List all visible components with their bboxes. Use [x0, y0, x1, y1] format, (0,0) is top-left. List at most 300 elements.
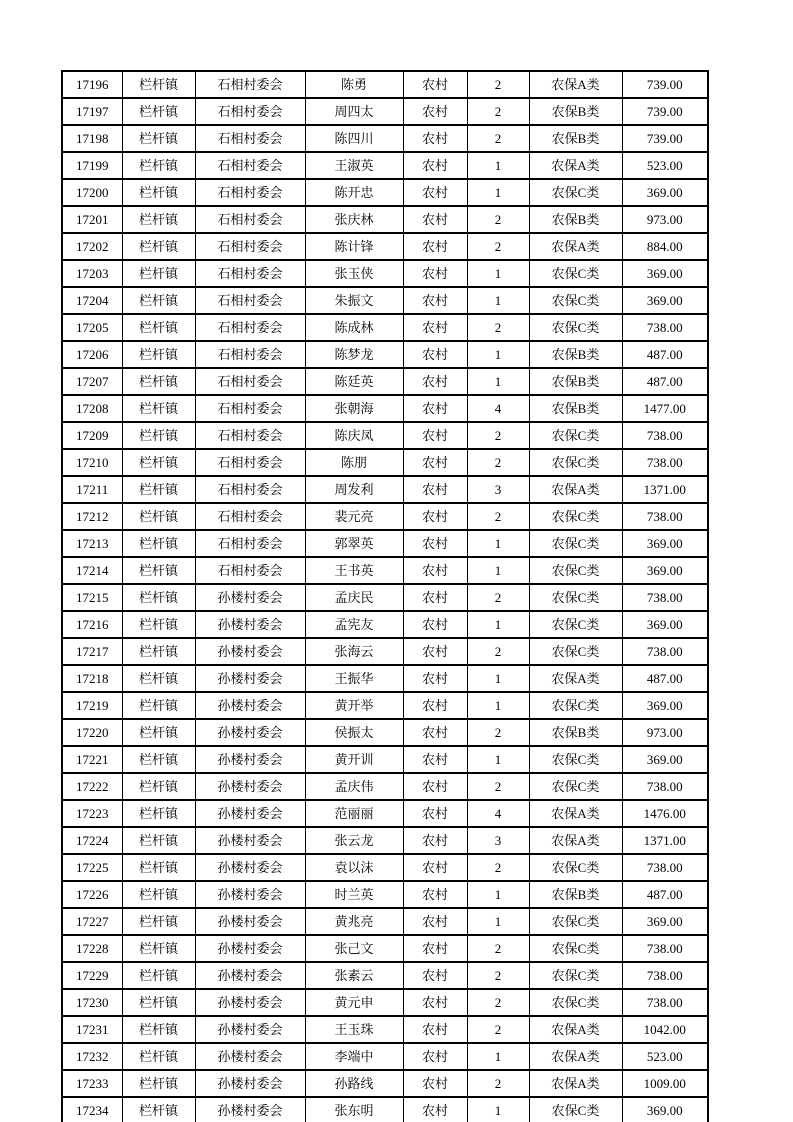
table-row — [62, 584, 708, 611]
cell-village: 石相村委会 — [195, 233, 305, 260]
cell-category: 农保C类 — [529, 260, 622, 287]
cell-serial: 17223 — [62, 800, 122, 827]
table-row — [62, 881, 708, 908]
table-row — [62, 989, 708, 1016]
cell-category: 农保B类 — [529, 98, 622, 125]
cell-serial: 17214 — [62, 557, 122, 584]
cell-serial: 17224 — [62, 827, 122, 854]
cell-count: 1 — [467, 530, 529, 557]
cell-name: 张海云 — [305, 638, 403, 665]
table-row — [62, 773, 708, 800]
cell-village: 石相村委会 — [195, 530, 305, 557]
cell-serial: 17203 — [62, 260, 122, 287]
cell-name: 黄开举 — [305, 692, 403, 719]
cell-village: 孙楼村委会 — [195, 854, 305, 881]
cell-town: 栏杆镇 — [122, 584, 195, 611]
cell-village: 孙楼村委会 — [195, 692, 305, 719]
cell-amount: 487.00 — [622, 341, 708, 368]
table-row — [62, 611, 708, 638]
cell-village: 孙楼村委会 — [195, 827, 305, 854]
cell-amount: 369.00 — [622, 908, 708, 935]
cell-count: 2 — [467, 638, 529, 665]
table-row — [62, 422, 708, 449]
cell-village: 孙楼村委会 — [195, 611, 305, 638]
cell-count: 2 — [467, 773, 529, 800]
cell-category: 农保C类 — [529, 935, 622, 962]
cell-serial: 17199 — [62, 152, 122, 179]
cell-residence: 农村 — [403, 530, 467, 557]
cell-village: 石相村委会 — [195, 557, 305, 584]
cell-residence: 农村 — [403, 422, 467, 449]
cell-category: 农保C类 — [529, 611, 622, 638]
cell-village: 石相村委会 — [195, 395, 305, 422]
cell-name: 侯振太 — [305, 719, 403, 746]
cell-category: 农保A类 — [529, 1016, 622, 1043]
cell-village: 石相村委会 — [195, 71, 305, 98]
cell-village: 孙楼村委会 — [195, 1070, 305, 1097]
cell-town: 栏杆镇 — [122, 341, 195, 368]
cell-name: 李端中 — [305, 1043, 403, 1070]
cell-serial: 17227 — [62, 908, 122, 935]
cell-residence: 农村 — [403, 287, 467, 314]
cell-count: 2 — [467, 935, 529, 962]
cell-count: 2 — [467, 854, 529, 881]
cell-town: 栏杆镇 — [122, 503, 195, 530]
table-row — [62, 1016, 708, 1043]
cell-residence: 农村 — [403, 746, 467, 773]
cell-name: 孙路线 — [305, 1070, 403, 1097]
cell-name: 陈计锋 — [305, 233, 403, 260]
table-row — [62, 530, 708, 557]
cell-residence: 农村 — [403, 449, 467, 476]
cell-category: 农保C类 — [529, 449, 622, 476]
cell-town: 栏杆镇 — [122, 71, 195, 98]
cell-name: 周四太 — [305, 98, 403, 125]
cell-category: 农保C类 — [529, 638, 622, 665]
cell-name: 朱振文 — [305, 287, 403, 314]
cell-village: 孙楼村委会 — [195, 773, 305, 800]
cell-category: 农保C类 — [529, 692, 622, 719]
cell-serial: 17225 — [62, 854, 122, 881]
cell-town: 栏杆镇 — [122, 962, 195, 989]
cell-residence: 农村 — [403, 233, 467, 260]
cell-name: 陈梦龙 — [305, 341, 403, 368]
cell-amount: 738.00 — [622, 854, 708, 881]
table-row — [62, 503, 708, 530]
cell-count: 2 — [467, 71, 529, 98]
cell-residence: 农村 — [403, 719, 467, 746]
cell-residence: 农村 — [403, 503, 467, 530]
cell-count: 1 — [467, 1043, 529, 1070]
cell-village: 石相村委会 — [195, 341, 305, 368]
cell-residence: 农村 — [403, 368, 467, 395]
table-row — [62, 449, 708, 476]
cell-category: 农保A类 — [529, 1070, 622, 1097]
table-row — [62, 665, 708, 692]
cell-amount: 369.00 — [622, 611, 708, 638]
cell-town: 栏杆镇 — [122, 557, 195, 584]
cell-amount: 487.00 — [622, 368, 708, 395]
cell-village: 孙楼村委会 — [195, 989, 305, 1016]
table-row — [62, 935, 708, 962]
cell-category: 农保A类 — [529, 152, 622, 179]
cell-count: 1 — [467, 341, 529, 368]
cell-town: 栏杆镇 — [122, 908, 195, 935]
cell-count: 1 — [467, 287, 529, 314]
cell-category: 农保C类 — [529, 287, 622, 314]
table-row — [62, 827, 708, 854]
cell-count: 3 — [467, 476, 529, 503]
cell-residence: 农村 — [403, 125, 467, 152]
cell-amount: 369.00 — [622, 746, 708, 773]
cell-category: 农保C类 — [529, 422, 622, 449]
cell-town: 栏杆镇 — [122, 125, 195, 152]
cell-amount: 369.00 — [622, 1097, 708, 1122]
cell-amount: 739.00 — [622, 71, 708, 98]
table-row — [62, 152, 708, 179]
cell-village: 孙楼村委会 — [195, 665, 305, 692]
cell-town: 栏杆镇 — [122, 1070, 195, 1097]
table-row — [62, 719, 708, 746]
cell-category: 农保B类 — [529, 719, 622, 746]
cell-serial: 17211 — [62, 476, 122, 503]
cell-amount: 738.00 — [622, 503, 708, 530]
cell-residence: 农村 — [403, 800, 467, 827]
cell-serial: 17213 — [62, 530, 122, 557]
cell-amount: 369.00 — [622, 287, 708, 314]
cell-serial: 17210 — [62, 449, 122, 476]
cell-serial: 17217 — [62, 638, 122, 665]
cell-residence: 农村 — [403, 1070, 467, 1097]
table-row — [62, 1070, 708, 1097]
cell-residence: 农村 — [403, 395, 467, 422]
cell-count: 2 — [467, 989, 529, 1016]
cell-residence: 农村 — [403, 935, 467, 962]
cell-town: 栏杆镇 — [122, 746, 195, 773]
cell-serial: 17205 — [62, 314, 122, 341]
table-row — [62, 125, 708, 152]
cell-serial: 17222 — [62, 773, 122, 800]
cell-serial: 17219 — [62, 692, 122, 719]
cell-serial: 17204 — [62, 287, 122, 314]
cell-residence: 农村 — [403, 908, 467, 935]
cell-category: 农保A类 — [529, 665, 622, 692]
table-row — [62, 368, 708, 395]
cell-town: 栏杆镇 — [122, 476, 195, 503]
cell-village: 孙楼村委会 — [195, 800, 305, 827]
cell-village: 孙楼村委会 — [195, 908, 305, 935]
cell-town: 栏杆镇 — [122, 314, 195, 341]
cell-serial: 17234 — [62, 1097, 122, 1122]
table-row — [62, 341, 708, 368]
cell-village: 石相村委会 — [195, 476, 305, 503]
cell-serial: 17215 — [62, 584, 122, 611]
cell-amount: 1042.00 — [622, 1016, 708, 1043]
cell-count: 2 — [467, 233, 529, 260]
cell-residence: 农村 — [403, 665, 467, 692]
cell-amount: 1477.00 — [622, 395, 708, 422]
cell-town: 栏杆镇 — [122, 1043, 195, 1070]
cell-village: 石相村委会 — [195, 152, 305, 179]
cell-name: 黄元申 — [305, 989, 403, 1016]
cell-serial: 17202 — [62, 233, 122, 260]
cell-count: 3 — [467, 827, 529, 854]
cell-serial: 17228 — [62, 935, 122, 962]
cell-amount: 487.00 — [622, 665, 708, 692]
cell-category: 农保B类 — [529, 368, 622, 395]
cell-count: 1 — [467, 1097, 529, 1122]
cell-name: 裴元亮 — [305, 503, 403, 530]
table-row — [62, 692, 708, 719]
cell-count: 1 — [467, 692, 529, 719]
cell-category: 农保C类 — [529, 584, 622, 611]
cell-village: 石相村委会 — [195, 368, 305, 395]
cell-amount: 738.00 — [622, 935, 708, 962]
cell-serial: 17209 — [62, 422, 122, 449]
cell-town: 栏杆镇 — [122, 179, 195, 206]
cell-serial: 17198 — [62, 125, 122, 152]
benefit-roster-table — [61, 70, 709, 1122]
cell-name: 陈廷英 — [305, 368, 403, 395]
cell-amount: 738.00 — [622, 989, 708, 1016]
cell-count: 2 — [467, 98, 529, 125]
cell-name: 郭翠英 — [305, 530, 403, 557]
cell-count: 2 — [467, 719, 529, 746]
cell-town: 栏杆镇 — [122, 800, 195, 827]
table-row — [62, 71, 708, 98]
cell-village: 孙楼村委会 — [195, 881, 305, 908]
cell-name: 孟庆民 — [305, 584, 403, 611]
cell-serial: 17221 — [62, 746, 122, 773]
table-row — [62, 854, 708, 881]
table-row — [62, 206, 708, 233]
cell-count: 2 — [467, 503, 529, 530]
cell-name: 张玉侠 — [305, 260, 403, 287]
cell-count: 2 — [467, 422, 529, 449]
cell-name: 陈庆凤 — [305, 422, 403, 449]
cell-amount: 369.00 — [622, 530, 708, 557]
cell-village: 石相村委会 — [195, 314, 305, 341]
cell-town: 栏杆镇 — [122, 854, 195, 881]
cell-category: 农保B类 — [529, 881, 622, 908]
cell-count: 1 — [467, 557, 529, 584]
cell-residence: 农村 — [403, 179, 467, 206]
cell-residence: 农村 — [403, 854, 467, 881]
cell-serial: 17230 — [62, 989, 122, 1016]
cell-town: 栏杆镇 — [122, 287, 195, 314]
cell-count: 1 — [467, 908, 529, 935]
table-row — [62, 476, 708, 503]
cell-count: 2 — [467, 962, 529, 989]
cell-town: 栏杆镇 — [122, 368, 195, 395]
cell-amount: 369.00 — [622, 179, 708, 206]
cell-residence: 农村 — [403, 962, 467, 989]
cell-category: 农保C类 — [529, 854, 622, 881]
cell-serial: 17220 — [62, 719, 122, 746]
cell-count: 1 — [467, 179, 529, 206]
cell-residence: 农村 — [403, 341, 467, 368]
cell-village: 石相村委会 — [195, 449, 305, 476]
cell-name: 王书英 — [305, 557, 403, 584]
cell-count: 4 — [467, 395, 529, 422]
cell-residence: 农村 — [403, 1097, 467, 1122]
cell-village: 孙楼村委会 — [195, 1043, 305, 1070]
cell-name: 范丽丽 — [305, 800, 403, 827]
cell-count: 2 — [467, 1070, 529, 1097]
cell-amount: 738.00 — [622, 638, 708, 665]
cell-amount: 738.00 — [622, 314, 708, 341]
cell-town: 栏杆镇 — [122, 1097, 195, 1122]
cell-residence: 农村 — [403, 206, 467, 233]
cell-town: 栏杆镇 — [122, 935, 195, 962]
cell-count: 2 — [467, 1016, 529, 1043]
cell-category: 农保C类 — [529, 314, 622, 341]
cell-name: 陈勇 — [305, 71, 403, 98]
cell-name: 黄兆亮 — [305, 908, 403, 935]
cell-town: 栏杆镇 — [122, 638, 195, 665]
cell-name: 张庆林 — [305, 206, 403, 233]
cell-village: 孙楼村委会 — [195, 1097, 305, 1122]
cell-amount: 973.00 — [622, 206, 708, 233]
cell-category: 农保A类 — [529, 1043, 622, 1070]
cell-name: 陈朋 — [305, 449, 403, 476]
cell-count: 2 — [467, 314, 529, 341]
cell-residence: 农村 — [403, 827, 467, 854]
cell-count: 2 — [467, 584, 529, 611]
cell-amount: 738.00 — [622, 773, 708, 800]
cell-town: 栏杆镇 — [122, 719, 195, 746]
cell-town: 栏杆镇 — [122, 773, 195, 800]
cell-amount: 739.00 — [622, 98, 708, 125]
cell-count: 1 — [467, 152, 529, 179]
cell-serial: 17233 — [62, 1070, 122, 1097]
cell-amount: 523.00 — [622, 152, 708, 179]
cell-residence: 农村 — [403, 881, 467, 908]
cell-village: 石相村委会 — [195, 287, 305, 314]
table-row — [62, 179, 708, 206]
cell-category: 农保B类 — [529, 395, 622, 422]
cell-category: 农保C类 — [529, 773, 622, 800]
cell-serial: 17212 — [62, 503, 122, 530]
cell-residence: 农村 — [403, 152, 467, 179]
cell-name: 陈开忠 — [305, 179, 403, 206]
cell-residence: 农村 — [403, 692, 467, 719]
table-row — [62, 287, 708, 314]
cell-name: 陈四川 — [305, 125, 403, 152]
cell-town: 栏杆镇 — [122, 611, 195, 638]
cell-serial: 17206 — [62, 341, 122, 368]
cell-serial: 17200 — [62, 179, 122, 206]
cell-town: 栏杆镇 — [122, 98, 195, 125]
cell-village: 孙楼村委会 — [195, 584, 305, 611]
cell-name: 周发利 — [305, 476, 403, 503]
cell-category: 农保A类 — [529, 233, 622, 260]
cell-amount: 523.00 — [622, 1043, 708, 1070]
cell-residence: 农村 — [403, 476, 467, 503]
cell-name: 陈成林 — [305, 314, 403, 341]
cell-town: 栏杆镇 — [122, 152, 195, 179]
cell-amount: 738.00 — [622, 584, 708, 611]
cell-name: 黄开训 — [305, 746, 403, 773]
cell-village: 孙楼村委会 — [195, 962, 305, 989]
table-row — [62, 908, 708, 935]
cell-residence: 农村 — [403, 638, 467, 665]
cell-amount: 369.00 — [622, 260, 708, 287]
cell-residence: 农村 — [403, 557, 467, 584]
cell-village: 石相村委会 — [195, 98, 305, 125]
cell-name: 王淑英 — [305, 152, 403, 179]
table-row — [62, 800, 708, 827]
cell-category: 农保A类 — [529, 827, 622, 854]
cell-village: 孙楼村委会 — [195, 638, 305, 665]
cell-category: 农保B类 — [529, 206, 622, 233]
cell-serial: 17229 — [62, 962, 122, 989]
cell-count: 2 — [467, 125, 529, 152]
cell-name: 时兰英 — [305, 881, 403, 908]
cell-category: 农保C类 — [529, 989, 622, 1016]
cell-amount: 738.00 — [622, 422, 708, 449]
cell-count: 2 — [467, 449, 529, 476]
table-row — [62, 638, 708, 665]
cell-village: 石相村委会 — [195, 179, 305, 206]
cell-count: 1 — [467, 746, 529, 773]
cell-village: 孙楼村委会 — [195, 746, 305, 773]
table-row — [62, 746, 708, 773]
cell-amount: 369.00 — [622, 557, 708, 584]
cell-category: 农保B类 — [529, 341, 622, 368]
benefit-roster-table-body — [62, 71, 708, 1122]
cell-town: 栏杆镇 — [122, 827, 195, 854]
cell-town: 栏杆镇 — [122, 881, 195, 908]
cell-residence: 农村 — [403, 1043, 467, 1070]
cell-count: 1 — [467, 368, 529, 395]
cell-category: 农保A类 — [529, 476, 622, 503]
cell-amount: 739.00 — [622, 125, 708, 152]
table-row — [62, 260, 708, 287]
cell-amount: 1371.00 — [622, 827, 708, 854]
cell-town: 栏杆镇 — [122, 1016, 195, 1043]
cell-village: 石相村委会 — [195, 422, 305, 449]
cell-village: 石相村委会 — [195, 206, 305, 233]
cell-category: 农保C类 — [529, 179, 622, 206]
cell-name: 张云龙 — [305, 827, 403, 854]
cell-category: 农保C类 — [529, 1097, 622, 1122]
cell-name: 张朝海 — [305, 395, 403, 422]
table-row — [62, 962, 708, 989]
cell-category: 农保A类 — [529, 71, 622, 98]
cell-amount: 884.00 — [622, 233, 708, 260]
cell-village: 孙楼村委会 — [195, 719, 305, 746]
cell-town: 栏杆镇 — [122, 692, 195, 719]
cell-town: 栏杆镇 — [122, 665, 195, 692]
cell-town: 栏杆镇 — [122, 989, 195, 1016]
cell-category: 农保A类 — [529, 800, 622, 827]
cell-residence: 农村 — [403, 773, 467, 800]
cell-serial: 17196 — [62, 71, 122, 98]
table-row — [62, 98, 708, 125]
cell-name: 孟庆伟 — [305, 773, 403, 800]
cell-town: 栏杆镇 — [122, 206, 195, 233]
cell-amount: 738.00 — [622, 962, 708, 989]
cell-name: 袁以沫 — [305, 854, 403, 881]
cell-category: 农保C类 — [529, 908, 622, 935]
cell-town: 栏杆镇 — [122, 422, 195, 449]
cell-residence: 农村 — [403, 71, 467, 98]
cell-town: 栏杆镇 — [122, 260, 195, 287]
cell-name: 孟宪友 — [305, 611, 403, 638]
cell-category: 农保C类 — [529, 503, 622, 530]
cell-residence: 农村 — [403, 314, 467, 341]
